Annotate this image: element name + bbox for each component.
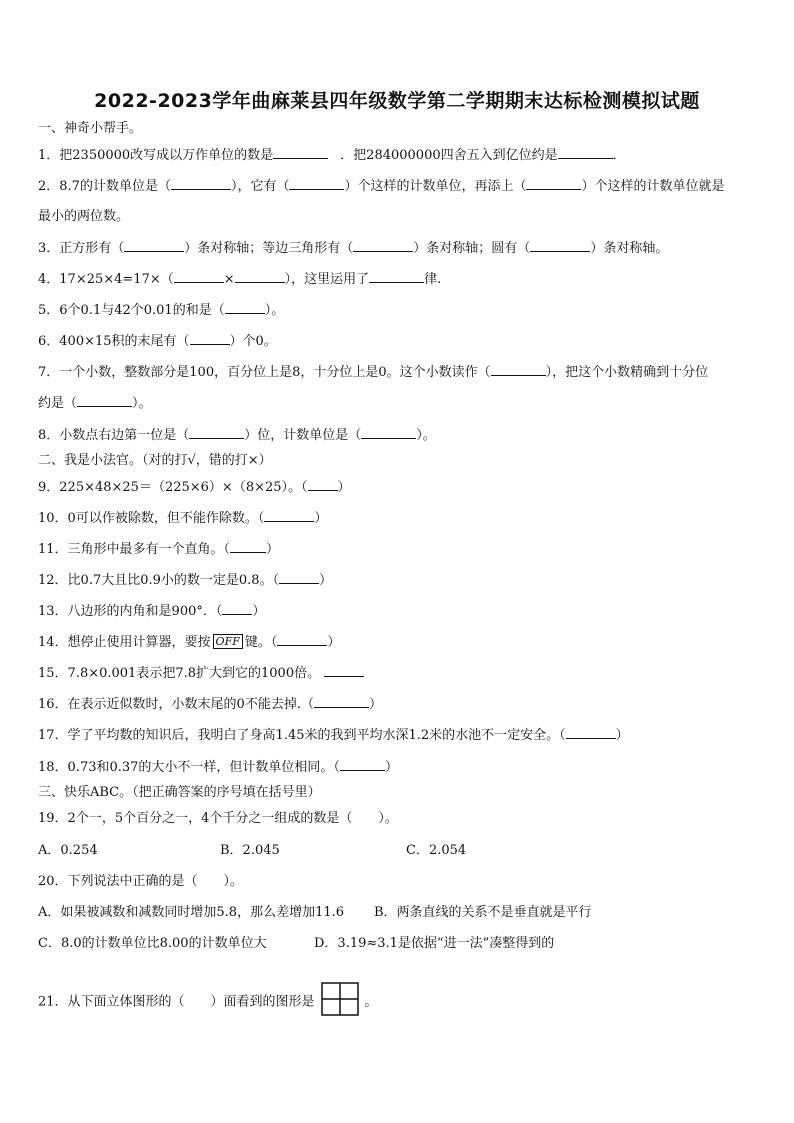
answer-blank[interactable] — [171, 177, 231, 190]
question-19-option-a[interactable]: A．0.254 — [38, 843, 98, 858]
question-1: 1．把2350000改写成以万作单位的数是 ．把284000000四舍五入到亿位约是 ． — [38, 148, 626, 163]
answer-blank[interactable] — [124, 239, 184, 252]
answer-blank[interactable] — [324, 664, 364, 677]
answer-blank[interactable] — [189, 426, 244, 439]
question-11: 11．三角形中最多有一个直角。（ ） — [38, 542, 280, 557]
question-19-option-c[interactable]: C．2.054 — [406, 843, 467, 858]
answer-blank[interactable] — [340, 758, 385, 771]
question-20: 20．下列说法中正确的是（ ）。 — [38, 874, 244, 889]
question-20-option-d[interactable]: D．3.19≈3.1是依据“进一法”凑整得到的 — [314, 936, 555, 951]
answer-blank[interactable] — [361, 426, 416, 439]
question-18: 18．0.73和0.37的大小不一样，但计数单位相同。（ ） — [38, 760, 398, 775]
section-2-heading: 二、我是小法官。（对的打√，错的打×） — [38, 453, 272, 468]
question-20-option-b[interactable]: B．两条直线的关系不是垂直就是平行 — [374, 905, 592, 920]
answer-blank[interactable] — [235, 270, 285, 283]
section-1-heading: 一、神奇小帮手。 — [38, 121, 143, 136]
question-7: 7．一个小数，整数部分是100，百分位上是8，十分位上是0。这个小数读作（ ），把这个小数精确到十分位 — [38, 365, 709, 380]
answer-blank[interactable] — [190, 332, 230, 345]
question-19-option-b[interactable]: B．2.045 — [220, 843, 280, 858]
question-10: 10．0可以作被除数，但不能作除数。（ ） — [38, 511, 328, 526]
answer-blank[interactable] — [289, 177, 344, 190]
question-20-option-c[interactable]: C．8.0的计数单位比8.00的计数单位大 — [38, 936, 267, 951]
question-2-continued: 最小的两位数。 — [38, 209, 130, 224]
question-7-continued: 约是（ ）。 — [38, 396, 152, 411]
question-12: 12．比0.7大且比0.9小的数一定是0.8。（ ） — [38, 573, 333, 588]
question-16: 16．在表示近似数时，小数末尾的0不能去掉.（ ） — [38, 697, 382, 712]
answer-blank[interactable] — [277, 633, 327, 646]
question-19: 19．2个一，5个百分之一，4个千分之一组成的数是（ ）。 — [38, 811, 398, 826]
answer-blank[interactable] — [273, 146, 328, 159]
question-15: 15．7.8×0.001表示把7.8扩大到它的1000倍。 — [38, 664, 364, 683]
answer-blank[interactable] — [230, 540, 266, 553]
answer-blank[interactable] — [526, 177, 581, 190]
question-21: 21．从下面立体图形的（ ）面看到的图形是 。 — [38, 982, 378, 1022]
answer-blank[interactable] — [279, 571, 319, 584]
answer-blank[interactable] — [77, 394, 132, 407]
answer-blank[interactable] — [222, 602, 252, 615]
answer-blank[interactable] — [264, 509, 314, 522]
section-3-heading: 三、快乐ABC。（把正确答案的序号填在括号里） — [38, 785, 321, 800]
answer-blank[interactable] — [530, 239, 590, 252]
question-20-option-a[interactable]: A．如果被减数和减数同时增加5.8，那么差增加11.6 — [38, 905, 345, 920]
question-13: 13．八边形的内角和是900°．（ ） — [38, 604, 266, 619]
question-6: 6．400×15积的末尾有（ ）个0。 — [38, 334, 277, 349]
square-grid-view-icon — [321, 982, 359, 1022]
answer-blank[interactable] — [369, 270, 424, 283]
answer-blank[interactable] — [566, 726, 616, 739]
answer-blank[interactable] — [558, 146, 613, 159]
answer-blank[interactable] — [353, 239, 413, 252]
question-3: 3．正方形有（ ）条对称轴；等边三角形有（ ）条对称轴；圆有（ ）条对称轴。 — [38, 241, 669, 256]
question-14: 14．想停止使用计算器，要按 OFF 键。（ ） — [38, 635, 341, 650]
question-2: 2．8.7的计数单位是（ ），它有（ ）个这样的计数单位，再添上（ ）个这样的计数单位就是 — [38, 179, 725, 194]
question-4: 4．17×25×4=17×（ × ），这里运用了 律. — [38, 272, 442, 287]
answer-blank[interactable] — [491, 363, 546, 376]
answer-blank[interactable] — [225, 301, 265, 314]
answer-blank[interactable] — [308, 478, 338, 491]
calculator-off-key-icon: OFF — [213, 634, 243, 649]
answer-blank[interactable] — [174, 270, 224, 283]
page-title: 2022-2023学年曲麻莱县四年级数学第二学期期末达标检测模拟试题 — [94, 90, 700, 112]
question-9: 9．225×48×25＝（225×6）×（8×25）。（ ） — [38, 480, 351, 495]
question-17: 17．学了平均数的知识后，我明白了身高1.45米的我到平均水深1.2米的水池不一定安全。（ ） — [38, 728, 629, 743]
question-8: 8．小数点右边第一位是（ ）位，计数单位是（ ）。 — [38, 428, 436, 443]
answer-blank[interactable] — [314, 695, 369, 708]
question-5: 5．6个0.1与42个0.01的和是（ ）。 — [38, 303, 285, 318]
